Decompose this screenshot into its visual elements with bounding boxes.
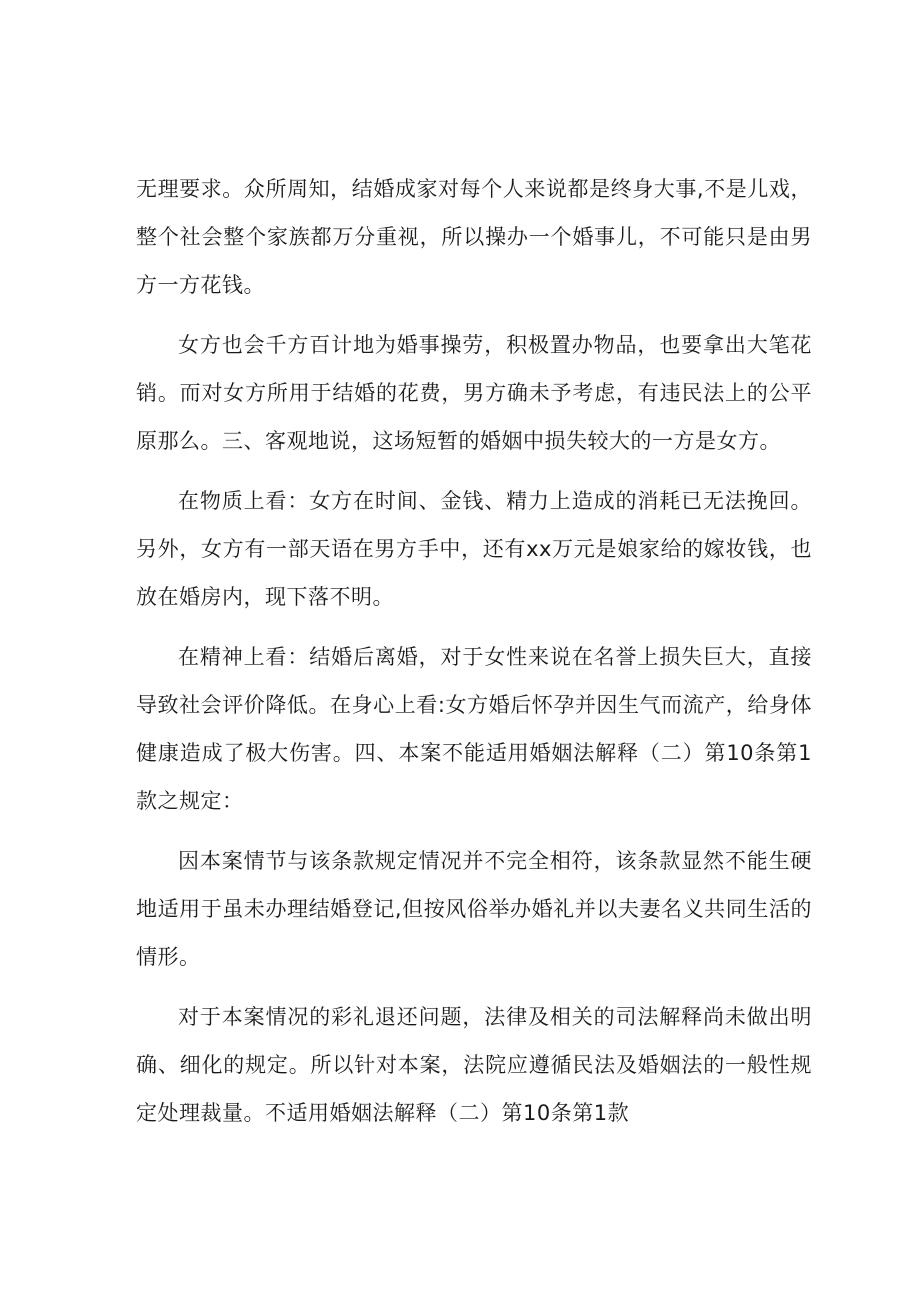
paragraph-6: 对于本案情况的彩礼退还问题，法律及相关的司法解释尚未做出明确、细化的规定。所以针对本案，法院应遵循民法及婚姻法的一般性规定处理裁量。不适用婚姻法解释（二）第10条第1款 [136, 1005, 812, 1125]
paragraph-4: 在精神上看：结婚后离婚，对于女性来说在名誉上损失巨大，直接导致社会评价降低。在身心上看:女方婚后怀孕并因生气而流产，给身体健康造成了极大伤害。四、本案不能适用婚姻法解释（二）第10条第1款之规定： [136, 645, 812, 813]
paragraph-5: 因本案情节与该条款规定情况并不完全相符，该条款显然不能生硬地适用于虽未办理结婚登记,但按风俗举办婚礼并以夫妻名义共同生活的情形。 [136, 849, 812, 969]
paragraph-2: 女方也会千方百计地为婚事操劳，积极置办物品，也要拿出大笔花销。而对女方所用于结婚的花费，男方确未予考虑，有违民法上的公平原那么。三、客观地说，这场短暂的婚姻中损失较大的一方是女方。 [136, 333, 812, 453]
paragraph-3: 在物质上看：女方在时间、金钱、精力上造成的消耗已无法挽回。另外，女方有一部天语在男方手中，还有xx万元是娘家给的嫁妆钱，也放在婚房内，现下落不明。 [136, 489, 812, 609]
paragraph-1: 无理要求。众所周知，结婚成家对每个人来说都是终身大事,不是儿戏，整个社会整个家族都万分重视，所以操办一个婚事儿，不可能只是由男方一方花钱。 [136, 177, 812, 297]
document-body [136, 165, 812, 1149]
